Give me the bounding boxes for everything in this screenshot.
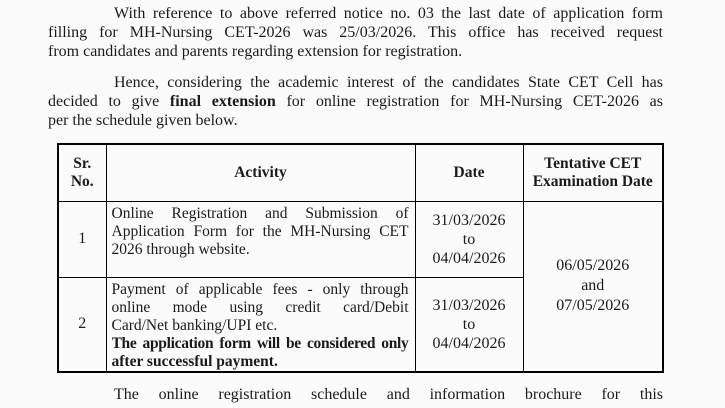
activity-bold-line: The application form will be considered only (111, 334, 409, 352)
date-line: 31/03/2026 (432, 296, 506, 314)
paragraph-line: filling for MH-Nursing CET-2026 was 25/03/2026. This office has received request (48, 24, 663, 41)
header-sr-no (58, 144, 106, 201)
row1-date (415, 201, 523, 277)
schedule-table (57, 143, 664, 373)
row1-sr-no: 1 (58, 201, 106, 277)
paragraph-extension-decision (48, 73, 663, 130)
exam-date-line: and (581, 277, 605, 295)
date-line: 04/04/2026 (432, 334, 506, 352)
header-date: Date (415, 144, 523, 201)
text-segment: decided to give (48, 93, 170, 110)
final-extension-bold-text: final extension (169, 93, 276, 110)
header-line: Sr. (73, 154, 92, 172)
date-line: 04/04/2026 (432, 249, 506, 267)
text-segment: for online registration for MH-Nursing CET-2026 as (275, 93, 663, 110)
activity-line: online mode using credit card/Debit (111, 298, 409, 316)
header-line: Examination Date (532, 172, 653, 190)
paragraph-line: The online registration schedule and information brochure for this (114, 386, 663, 403)
row2-sr-no: 2 (58, 277, 106, 372)
paragraph-line: With reference to above referred notice no. 03 the last date of application form (114, 5, 663, 22)
row2-activity (106, 277, 415, 372)
paragraph-closing (48, 385, 663, 404)
activity-line: Card/Net banking/UPI etc. (111, 316, 278, 334)
header-line: Tentative CET (544, 154, 642, 172)
paragraph-line: from candidates and parents regarding extension for registration. (48, 43, 463, 60)
paragraph-reference (48, 4, 663, 61)
activity-line: Online Registration and Submission of (111, 204, 409, 222)
activity-line: Payment of applicable fees - only through (111, 280, 409, 298)
exam-date-line: 06/05/2026 (556, 257, 630, 275)
activity-line: 2026 through website. (111, 240, 250, 258)
table-header-row (58, 144, 663, 201)
header-activity: Activity (106, 144, 415, 201)
date-line: to (462, 230, 476, 248)
header-tentative-exam-date (523, 144, 663, 201)
activity-line: Application Form for the MH-Nursing CET (111, 222, 409, 240)
header-line: No. (70, 172, 94, 190)
paragraph-line (48, 92, 663, 111)
exam-date-line: 07/05/2026 (556, 297, 630, 315)
paragraph-line: Hence, considering the academic interest of the candidates State CET Cell has (114, 74, 663, 91)
row2-date (415, 277, 523, 372)
date-line: to (462, 315, 476, 333)
paragraph-line: per the schedule given below. (48, 112, 238, 129)
date-line: 31/03/2026 (432, 211, 506, 229)
table-row (58, 201, 663, 277)
row1-activity (106, 201, 415, 277)
activity-bold-line: after successful payment. (111, 352, 278, 370)
tentative-exam-date-cell (523, 201, 663, 372)
